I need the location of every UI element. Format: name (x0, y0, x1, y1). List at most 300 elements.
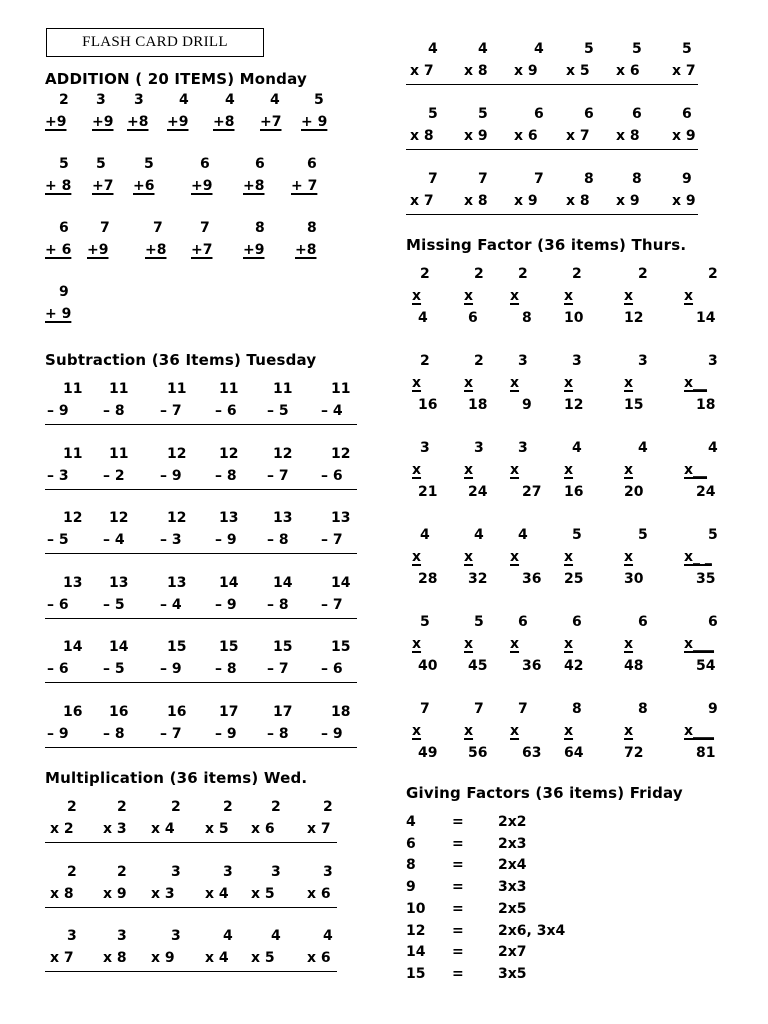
problem-blank: x (624, 636, 634, 652)
problem-operand: x 9 (464, 128, 488, 144)
problem-number: 14 (109, 639, 129, 655)
problem-blank: x (464, 375, 474, 391)
problem-number: 2 (638, 266, 648, 282)
subtraction-heading: Subtraction (36 Items) Tuesday (45, 351, 317, 369)
problem-operand: 16 (564, 484, 584, 500)
problem-number: 7 (153, 220, 163, 236)
problem-number: 8 (632, 171, 642, 187)
problem-blank: x (464, 288, 474, 304)
problem-operand: x 7 (410, 193, 434, 209)
problem-blank: x (412, 375, 422, 391)
problem-blank: x (464, 636, 474, 652)
problem-number: 13 (331, 510, 351, 526)
problem-number: 5 (584, 41, 594, 57)
problem-number: 2 (518, 266, 528, 282)
problem-number: 4 (223, 928, 233, 944)
problem-number: 8 (255, 220, 265, 236)
problem-operand: +8 (295, 242, 317, 258)
problem-number: 3 (117, 928, 127, 944)
problem-operand: +9 (243, 242, 265, 258)
problem-operand: x 3 (103, 821, 127, 837)
problem-operand: +7 (191, 242, 213, 258)
problem-number: 5 (632, 41, 642, 57)
problem-operand: x 6 (616, 63, 640, 79)
factor-number: 14 (406, 944, 426, 961)
problem-number: 17 (273, 703, 293, 720)
problem-operand: x 9 (514, 193, 538, 209)
answer-line (45, 971, 337, 972)
problem-blank: x (464, 549, 474, 565)
problem-blank: x (624, 723, 634, 739)
problem-number: 11 (167, 381, 187, 397)
problem-operand: x 5 (251, 885, 275, 902)
problem-operand: x 8 (103, 950, 127, 966)
problem-operand: 64 (564, 745, 584, 761)
problem-number: 3 (171, 863, 181, 880)
problem-number: 7 (518, 701, 528, 717)
problem-operand: 30 (624, 571, 644, 587)
problem-number: 5 (428, 106, 438, 122)
answer-line (45, 424, 357, 425)
answer-line (45, 907, 337, 908)
problem-operand: – 7 (160, 725, 182, 742)
problem-operand: x 5 (251, 950, 275, 966)
problem-operand: – 4 (321, 403, 343, 419)
factor-pair: 2x4 (498, 857, 527, 874)
problem-number: 3 (420, 440, 430, 456)
problem-operand: x 8 (50, 885, 74, 902)
addition-heading: ADDITION ( 20 ITEMS) Monday (45, 70, 307, 88)
equals-sign: = (452, 857, 464, 874)
equals-sign: = (452, 900, 464, 917)
problem-number: 15 (167, 639, 187, 655)
problem-operand: x 8 (464, 63, 488, 79)
problem-operand: +9 (87, 242, 109, 258)
problem-operand: – 5 (267, 403, 289, 419)
problem-number: 8 (584, 171, 594, 187)
factor-pair: 2x6, 3x4 (498, 922, 566, 939)
problem-number: 4 (572, 440, 582, 456)
problem-number: 4 (474, 527, 484, 543)
problem-operand: +8 (145, 242, 167, 258)
problem-number: 6 (584, 106, 594, 122)
problem-blank: x (510, 462, 520, 478)
problem-number: 5 (682, 41, 692, 57)
problem-number: 3 (223, 863, 233, 880)
problem-number: 9 (708, 701, 718, 717)
problem-blank: x (412, 288, 422, 304)
problem-number: 11 (109, 381, 129, 397)
problem-operand: – 9 (215, 596, 237, 613)
problem-blank: x (684, 288, 694, 304)
problem-blank: x_ _ (684, 549, 712, 565)
problem-number: 2 (223, 799, 233, 815)
problem-operand: 9 (522, 397, 532, 413)
problem-number: 9 (59, 284, 69, 300)
problem-number: 7 (474, 701, 484, 717)
problem-number: 6 (682, 106, 692, 122)
problem-number: 4 (179, 92, 189, 108)
problem-number: 6 (200, 156, 210, 172)
factor-pair: 2x5 (498, 900, 527, 917)
problem-blank: x___ (684, 723, 715, 739)
problem-number: 3 (96, 92, 106, 108)
problem-number: 14 (273, 574, 293, 591)
problem-operand: x 8 (566, 193, 590, 209)
problem-operand: +8 (213, 114, 235, 130)
factor-pair: 2x7 (498, 944, 527, 961)
problem-number: 12 (167, 510, 187, 526)
problem-number: 3 (638, 353, 648, 369)
problem-blank: x (564, 636, 574, 652)
problem-operand: – 5 (103, 596, 125, 613)
problem-operand: x 7 (566, 128, 590, 144)
answer-line (45, 618, 357, 619)
problem-blank: x (510, 723, 520, 739)
problem-operand: – 6 (47, 661, 69, 677)
problem-operand: 4 (418, 310, 428, 326)
problem-operand: – 9 (160, 661, 182, 677)
problem-number: 3 (518, 440, 528, 456)
problem-blank: x (510, 288, 520, 304)
problem-operand: – 2 (103, 467, 125, 484)
problem-number: 3 (708, 353, 718, 369)
problem-operand: 40 (418, 658, 438, 674)
problem-operand: 10 (564, 310, 584, 326)
factor-number: 8 (406, 857, 416, 874)
problem-number: 15 (219, 639, 239, 655)
problem-number: 3 (572, 353, 582, 369)
problem-number: 12 (219, 445, 239, 462)
problem-operand: +9 (167, 114, 189, 130)
problem-number: 2 (171, 799, 181, 815)
problem-operand: x 7 (672, 63, 696, 79)
problem-number: 5 (474, 614, 484, 630)
answer-line (45, 553, 357, 554)
problem-number: 2 (117, 863, 127, 880)
problem-number: 3 (323, 863, 333, 880)
problem-number: 2 (572, 266, 582, 282)
problem-operand: 48 (624, 658, 644, 674)
problem-number: 4 (478, 41, 488, 57)
problem-number: 4 (534, 41, 544, 57)
problem-blank: x (564, 375, 574, 391)
problem-operand: +8 (127, 114, 149, 130)
problem-number: 15 (273, 639, 293, 655)
problem-operand: 20 (624, 484, 644, 500)
problem-number: 3 (171, 928, 181, 944)
problem-number: 12 (63, 510, 83, 526)
problem-number: 12 (109, 510, 129, 526)
problem-operand: – 5 (47, 532, 69, 548)
problem-number: 16 (109, 703, 129, 720)
problem-operand: 63 (522, 745, 542, 761)
problem-operand: x 4 (205, 885, 229, 902)
problem-number: 3 (271, 863, 281, 880)
problem-operand: 15 (624, 397, 644, 413)
problem-operand: – 7 (160, 403, 182, 419)
factor-pair: 3x3 (498, 879, 527, 896)
problem-blank: x (510, 636, 520, 652)
problem-operand: + 8 (45, 178, 72, 194)
problem-number: 12 (167, 445, 187, 462)
problem-number: 6 (572, 614, 582, 630)
problem-number: 8 (638, 701, 648, 717)
worksheet-title: FLASH CARD DRILL (46, 28, 264, 57)
problem-operand: 81 (696, 745, 716, 761)
problem-blank: x (624, 462, 634, 478)
missing-factor-heading: Missing Factor (36 items) Thurs. (406, 236, 687, 254)
problem-operand: x 3 (151, 885, 175, 902)
problem-operand: x 9 (151, 950, 175, 966)
problem-number: 2 (117, 799, 127, 815)
problem-number: 4 (323, 928, 333, 944)
problem-operand: 27 (522, 484, 542, 500)
problem-number: 16 (63, 703, 83, 720)
problem-number: 11 (273, 381, 293, 397)
problem-operand: – 6 (321, 467, 343, 484)
answer-line (406, 84, 698, 85)
problem-number: 5 (478, 106, 488, 122)
problem-blank: x (412, 636, 422, 652)
problem-operand: 18 (696, 397, 716, 413)
problem-operand: – 5 (103, 661, 125, 677)
problem-blank: x (412, 462, 422, 478)
problem-number: 18 (331, 703, 351, 720)
problem-operand: – 7 (321, 596, 343, 613)
equals-sign: = (452, 944, 464, 961)
problem-number: 8 (572, 701, 582, 717)
problem-operand: x 7 (410, 63, 434, 79)
problem-operand: +6 (133, 178, 155, 194)
problem-number: 6 (307, 156, 317, 172)
problem-number: 5 (572, 527, 582, 543)
problem-number: 6 (59, 220, 69, 236)
problem-operand: +9 (92, 114, 114, 130)
problem-number: 6 (255, 156, 265, 172)
problem-operand: + 7 (291, 178, 318, 194)
problem-operand: 54 (696, 658, 716, 674)
problem-operand: – 6 (321, 661, 343, 677)
problem-number: 2 (323, 799, 333, 815)
problem-number: 3 (518, 353, 528, 369)
problem-number: 2 (708, 266, 718, 282)
problem-operand: – 9 (160, 467, 182, 484)
problem-operand: x 9 (672, 128, 696, 144)
problem-operand: 35 (696, 571, 716, 587)
problem-number: 5 (314, 92, 324, 108)
problem-number: 14 (219, 574, 239, 591)
equals-sign: = (452, 922, 464, 939)
problem-number: 2 (67, 863, 77, 880)
problem-number: 7 (100, 220, 110, 236)
problem-number: 13 (219, 510, 239, 526)
problem-number: 3 (67, 928, 77, 944)
problem-number: 2 (59, 92, 69, 108)
problem-number: 2 (474, 266, 484, 282)
problem-operand: +7 (260, 114, 282, 130)
problem-operand: x 9 (514, 63, 538, 79)
factor-number: 4 (406, 814, 416, 830)
problem-operand: x 7 (50, 950, 74, 966)
problem-operand: – 9 (47, 725, 69, 742)
problem-number: 7 (420, 701, 430, 717)
problem-operand: – 7 (267, 661, 289, 677)
problem-number: 6 (708, 614, 718, 630)
problem-operand: x 8 (464, 193, 488, 209)
problem-operand: – 3 (47, 467, 69, 484)
answer-line (406, 214, 698, 215)
factor-pair: 2x3 (498, 835, 527, 852)
factor-pair: 2x2 (498, 814, 527, 830)
problem-number: 12 (273, 445, 293, 462)
answer-line (45, 682, 357, 683)
problem-operand: 8 (522, 310, 532, 326)
problem-blank: x (464, 723, 474, 739)
problem-number: 15 (331, 639, 351, 655)
answer-line (45, 489, 357, 490)
equals-sign: = (452, 965, 464, 982)
multiplication-heading: Multiplication (36 items) Wed. (45, 769, 308, 787)
problem-number: 3 (474, 440, 484, 456)
problem-number: 13 (63, 574, 83, 591)
problem-operand: 12 (624, 310, 644, 326)
problem-operand: – 4 (103, 532, 125, 548)
problem-operand: – 9 (47, 403, 69, 419)
problem-blank: x (624, 288, 634, 304)
problem-operand: + 6 (45, 242, 72, 258)
factor-number: 6 (406, 835, 416, 852)
equals-sign: = (452, 835, 464, 852)
problem-operand: 28 (418, 571, 438, 587)
problem-number: 4 (420, 527, 430, 543)
problem-number: 4 (270, 92, 280, 108)
problem-blank: x (412, 549, 422, 565)
problem-number: 9 (682, 171, 692, 187)
problem-number: 4 (428, 41, 438, 57)
problem-operand: x 8 (410, 128, 434, 144)
problem-blank: x (564, 723, 574, 739)
problem-operand: – 9 (321, 725, 343, 742)
problem-blank: x (510, 375, 520, 391)
answer-line (45, 842, 337, 843)
equals-sign: = (452, 814, 464, 830)
problem-operand: – 8 (215, 467, 237, 484)
problem-blank: x (624, 375, 634, 391)
problem-number: 6 (638, 614, 648, 630)
problem-operand: +8 (243, 178, 265, 194)
factor-number: 12 (406, 922, 426, 939)
problem-number: 7 (428, 171, 438, 187)
problem-number: 4 (708, 440, 718, 456)
problem-number: 12 (331, 445, 351, 462)
problem-number: 2 (67, 799, 77, 815)
problem-blank: x (564, 462, 574, 478)
problem-operand: x 4 (205, 950, 229, 966)
problem-number: 13 (109, 574, 129, 591)
problem-operand: x 7 (307, 821, 331, 837)
problem-operand: x 2 (50, 821, 74, 837)
problem-number: 6 (632, 106, 642, 122)
problem-operand: + 9 (45, 306, 72, 322)
problem-operand: +7 (92, 178, 114, 194)
problem-blank: x (564, 288, 574, 304)
problem-operand: 36 (522, 658, 542, 674)
problem-blank: x__ (684, 462, 708, 478)
problem-operand: x 6 (307, 950, 331, 966)
problem-operand: 14 (696, 310, 716, 326)
problem-number: 5 (420, 614, 430, 630)
factor-number: 9 (406, 879, 416, 896)
problem-operand: +9 (45, 114, 67, 130)
problem-operand: 25 (564, 571, 584, 587)
problem-number: 11 (63, 445, 83, 462)
problem-blank: x (464, 462, 474, 478)
problem-number: 5 (96, 156, 106, 172)
problem-number: 5 (708, 527, 718, 543)
problem-operand: – 8 (215, 661, 237, 677)
problem-operand: 72 (624, 745, 644, 761)
problem-operand: – 6 (47, 596, 69, 613)
problem-number: 7 (478, 171, 488, 187)
problem-number: 8 (307, 220, 317, 236)
problem-operand: 21 (418, 484, 438, 500)
problem-operand: x 4 (151, 821, 175, 837)
problem-number: 14 (63, 639, 83, 655)
problem-operand: – 9 (215, 725, 237, 742)
problem-operand: 49 (418, 745, 438, 761)
problem-number: 5 (144, 156, 154, 172)
problem-operand: – 7 (267, 467, 289, 484)
problem-number: 2 (420, 353, 430, 369)
problem-blank: x (624, 549, 634, 565)
problem-number: 5 (59, 156, 69, 172)
problem-operand: – 8 (267, 596, 289, 613)
problem-operand: – 7 (321, 532, 343, 548)
problem-number: 11 (331, 381, 351, 397)
problem-operand: x 9 (616, 193, 640, 209)
factor-number: 10 (406, 900, 426, 917)
problem-number: 13 (167, 574, 187, 591)
problem-operand: – 3 (160, 532, 182, 548)
problem-number: 11 (219, 381, 239, 397)
problem-number: 7 (200, 220, 210, 236)
problem-operand: 32 (468, 571, 488, 587)
problem-operand: x 6 (251, 821, 275, 837)
problem-number: 2 (271, 799, 281, 815)
problem-operand: – 6 (215, 403, 237, 419)
factor-number: 15 (406, 965, 426, 982)
problem-operand: 18 (468, 397, 488, 413)
problem-blank: x (412, 723, 422, 739)
problem-operand: +9 (191, 178, 213, 194)
problem-number: 2 (420, 266, 430, 282)
problem-operand: x 6 (514, 128, 538, 144)
problem-number: 11 (109, 445, 129, 462)
problem-operand: – 9 (215, 532, 237, 548)
problem-blank: x___ (684, 636, 715, 652)
problem-operand: x 5 (205, 821, 229, 837)
problem-operand: – 8 (267, 532, 289, 548)
problem-number: 17 (219, 703, 239, 720)
problem-operand: 42 (564, 658, 584, 674)
problem-operand: 24 (696, 484, 716, 500)
problem-number: 5 (638, 527, 648, 543)
giving-factors-heading: Giving Factors (36 items) Friday (406, 784, 683, 802)
problem-number: 4 (638, 440, 648, 456)
problem-number: 4 (271, 928, 281, 944)
problem-number: 4 (225, 92, 235, 108)
